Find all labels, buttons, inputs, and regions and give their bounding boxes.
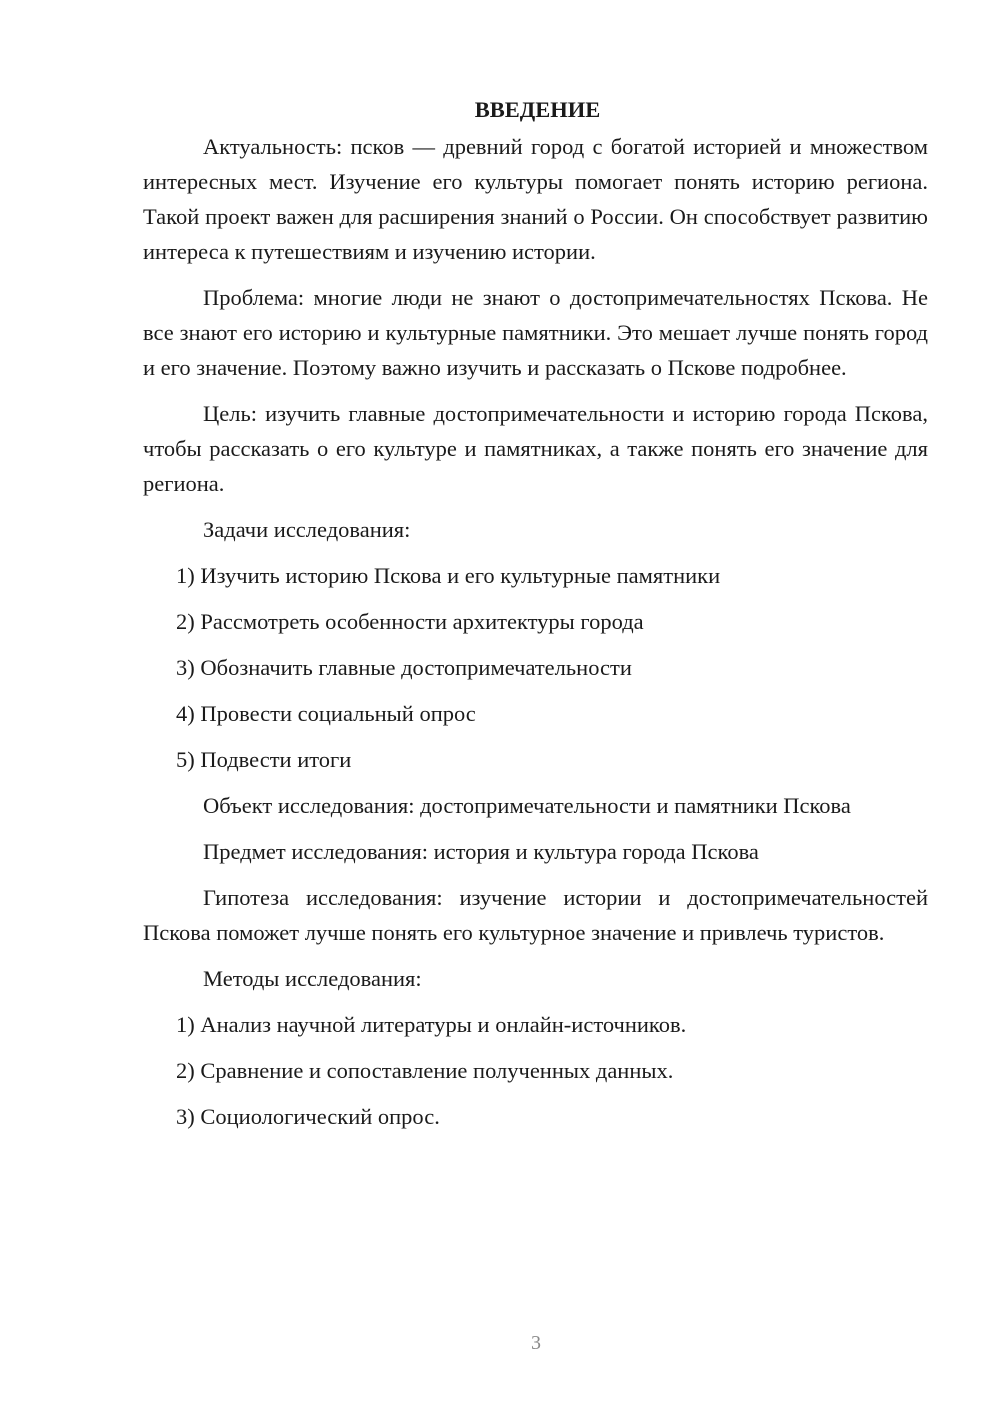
page-title: ВВЕДЕНИЕ — [474, 97, 601, 122]
task-item: 4) Провести социальный опрос — [176, 701, 476, 726]
methods-heading: Методы исследования: — [203, 966, 422, 991]
problem-paragraph: Проблема: многие люди не знают о достопримечательностях Пскова. Не все знают его историю и культурные памятники. Это мешает лучше понять город и его значение. Поэтому важно изучить и рассказать о Пскове подробнее. — [143, 285, 928, 380]
method-item: 1) Анализ научной литературы и онлайн-источников. — [176, 1012, 687, 1037]
page-number: 3 — [531, 1332, 541, 1354]
method-item: 2) Сравнение и сопоставление полученных данных. — [176, 1058, 674, 1083]
task-item: 5) Подвести итоги — [176, 747, 352, 772]
tasks-heading: Задачи исследования: — [203, 517, 411, 542]
task-item: 1) Изучить историю Пскова и его культурные памятники — [176, 563, 721, 588]
method-item: 3) Социологический опрос. — [176, 1104, 440, 1129]
object-line: Объект исследования: достопримечательности и памятники Пскова — [203, 793, 851, 818]
task-item: 3) Обозначить главные достопримечательности — [176, 655, 632, 680]
task-item: 2) Рассмотреть особенности архитектуры города — [176, 609, 644, 634]
relevance-paragraph: Актуальность: псков — древний город с богатой историей и множеством интересных мест. Изучение его культуры помогает понять историю региона. Такой проект важен для расширения знаний о России. Он способствует развитию интереса к путешествиям и изучению истории. — [143, 134, 928, 264]
subject-line: Предмет исследования: история и культура города Пскова — [203, 839, 759, 864]
goal-paragraph: Цель: изучить главные достопримечательности и историю города Пскова, чтобы рассказать о его культуре и памятниках, а также понять его значение для региона. — [143, 401, 928, 496]
document-page — [143, 92, 928, 1145]
hypothesis-paragraph: Гипотеза исследования: изучение истории и достопримечательностей Пскова поможет лучше понять его культурное значение и привлечь туристов. — [143, 885, 928, 945]
